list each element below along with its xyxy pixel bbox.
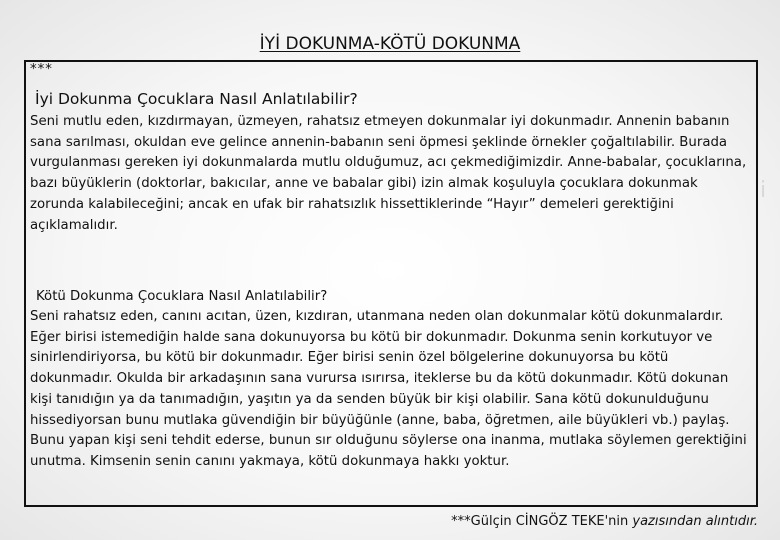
- source-attribution: [451, 513, 758, 531]
- section2-heading: Kötü Dokunma Çocuklara Nasıl Anlatılabilir?: [36, 289, 328, 304]
- document-title: İYİ DOKUNMA-KÖTÜ DOKUNMA: [259, 34, 521, 54]
- section2-body: Seni rahatsız eden, canını acıtan, üzen, kızdıran, utanmana neden olan dokunmalar kötü dokunmalardır. Eğer birisi istemediğin halde sana dokunuyorsa bu kötü bir dokunmadır. Dokunma senin korkutuyor ve sinirlendiriyorsa, bu kötü bir dokunmadır. Eğer birisi senin özel bölgelerine dokunuyorsa bu kötü dokunmadır. Okulda bir arkadaşının sana vurursa ısırırsa, iteklerse bu da kötü dokunmadır. Kötü dokunan kişi tanıdığın ya da tanımadığın, yaşıtın ya da senden büyük bir kişi olabilir. Sana kötü dokunulduğunu hissediyorsan bunu mutlaka güvendiğin bir büyüğünle (anne, baba, öğretmen, aile büyükleri vb.) paylaş. Bunu yapan kişi seni tehdit ederse, bunun sır olduğunu söylerse ona inanma, mutlaka söylemen gerektiğini unutma. Kimsenin senin canını yakmaya, kötü dokunmaya hakkı yoktur.: [30, 309, 747, 469]
- decorative-figure: i: [760, 178, 767, 203]
- section1-heading: İyi Dokunma Çocuklara Nasıl Anlatılabilir?: [35, 90, 358, 108]
- attribution-author: ***Gülçin CİNGÖZ TEKE'nin: [451, 514, 633, 529]
- section1-body: Seni mutlu eden, kızdırmayan, üzmeyen, rahatsız etmeyen dokunmalar iyi dokunmadır. Annenin babanın sana sarılması, okuldan eve gelince annenin-babanın seni öpmesi şeklinde örnekler çoğaltılabilir. Burada vurgulanması gereken iyi dokunmalarda mutlu olduğumuz, acı çekmediğimizdir. Anne-babalar, çocuklarına, bazı büyüklerin (doktorlar, bakıcılar, anne ve babalar gibi) izin almak koşuluyla çocuklara dokunmak zorunda kalabileceğini; ancak en ufak bir rahatsızlık hissettiklerinde “Hayır” demeleri gerektiğini açıklamalıdır.: [30, 114, 747, 233]
- stars-marker: ***: [30, 62, 53, 77]
- attribution-note: yazısından alıntıdır.: [632, 514, 758, 529]
